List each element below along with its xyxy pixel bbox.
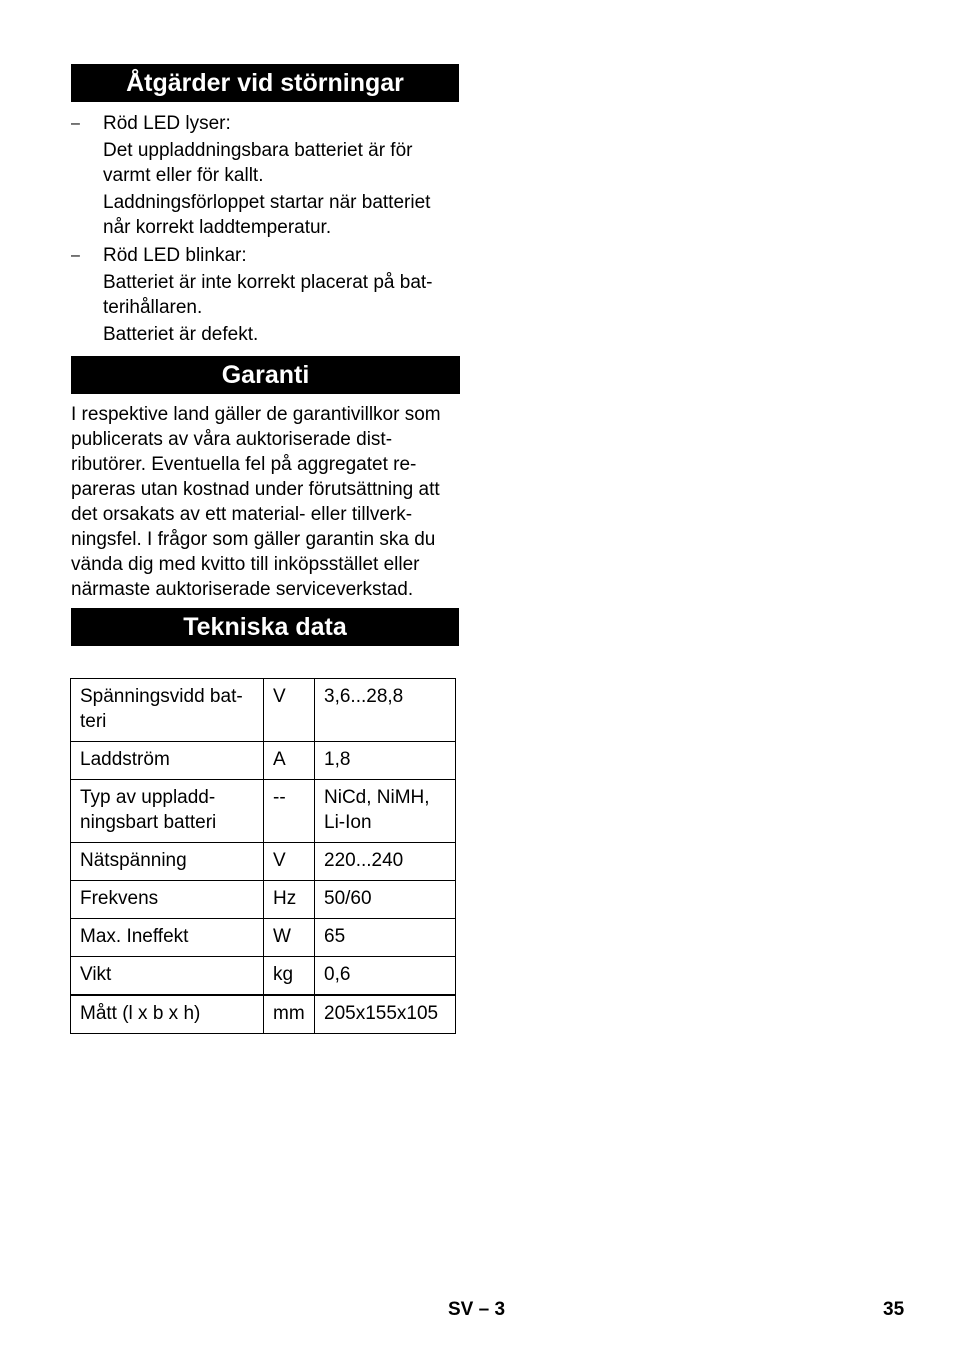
heading-troubleshooting: Åtgärder vid störningar	[71, 64, 459, 102]
spec-value: 1,8	[315, 742, 456, 780]
spec-name: Mått (l x b x h)	[71, 995, 264, 1034]
spec-unit: kg	[264, 957, 315, 996]
spec-value: 3,6...28,8	[315, 679, 456, 742]
table-row	[71, 881, 456, 919]
bullet-dash: –	[71, 247, 80, 264]
warranty-text: I respektive land gäller de garantivillkor som publicerats av våra auktoriserade dist-ributörer. Eventuella fel på aggregatet re-pareras utan kostnad under förutsättning att det orsakats av ett material- eller tillverk-ningsfel. I frågor som gäller garantin ska du vända dig med kvitto till inköpsstället eller närmaste auktoriserade serviceverkstad.	[71, 404, 441, 600]
spec-unit: V	[264, 679, 315, 742]
spec-name: Laddström	[71, 742, 264, 780]
item-label: Röd LED blinkar:	[103, 245, 247, 266]
spec-value: NiCd, NiMH, Li-Ion	[315, 780, 456, 843]
spec-unit: mm	[264, 995, 315, 1034]
spec-value: 220...240	[315, 843, 456, 881]
spec-name: Nätspänning	[71, 843, 264, 881]
table-row	[71, 742, 456, 780]
item-label: Röd LED lyser:	[103, 113, 231, 134]
spec-unit: Hz	[264, 881, 315, 919]
spec-name: Vikt	[71, 957, 264, 996]
footer-section-label: SV – 3	[448, 1299, 506, 1320]
item-line: Det uppladdningsbara batteriet är för varmt eller för kallt.	[103, 140, 413, 186]
table-row	[71, 995, 456, 1034]
spec-unit: W	[264, 919, 315, 957]
spec-unit: A	[264, 742, 315, 780]
item-line: Batteriet är defekt.	[103, 324, 259, 345]
spec-value: 65	[315, 919, 456, 957]
spec-value: 205x155x105	[315, 995, 456, 1034]
table-row	[71, 957, 456, 996]
item-line: Laddningsförloppet startar när batteriet når korrekt laddtemperatur.	[103, 192, 431, 238]
spec-name: Spänningsvidd bat-teri	[71, 679, 264, 742]
item-line: Batteriet är inte korrekt placerat på bat-terihållaren.	[103, 272, 433, 318]
technical-data-table	[70, 678, 456, 1034]
table-row	[71, 843, 456, 881]
spec-unit: --	[264, 780, 315, 843]
bullet-dash: –	[71, 115, 80, 132]
spec-name: Max. Ineffekt	[71, 919, 264, 957]
spec-name: Typ av uppladd-ningsbart batteri	[71, 780, 264, 843]
heading-warranty: Garanti	[71, 356, 460, 394]
heading-technical-data: Tekniska data	[71, 608, 459, 646]
footer-page-number: 35	[883, 1299, 905, 1320]
spec-name: Frekvens	[71, 881, 264, 919]
spec-value: 0,6	[315, 957, 456, 996]
table-row	[71, 919, 456, 957]
table-row	[71, 780, 456, 843]
table-row	[71, 679, 456, 742]
spec-value: 50/60	[315, 881, 456, 919]
spec-unit: V	[264, 843, 315, 881]
